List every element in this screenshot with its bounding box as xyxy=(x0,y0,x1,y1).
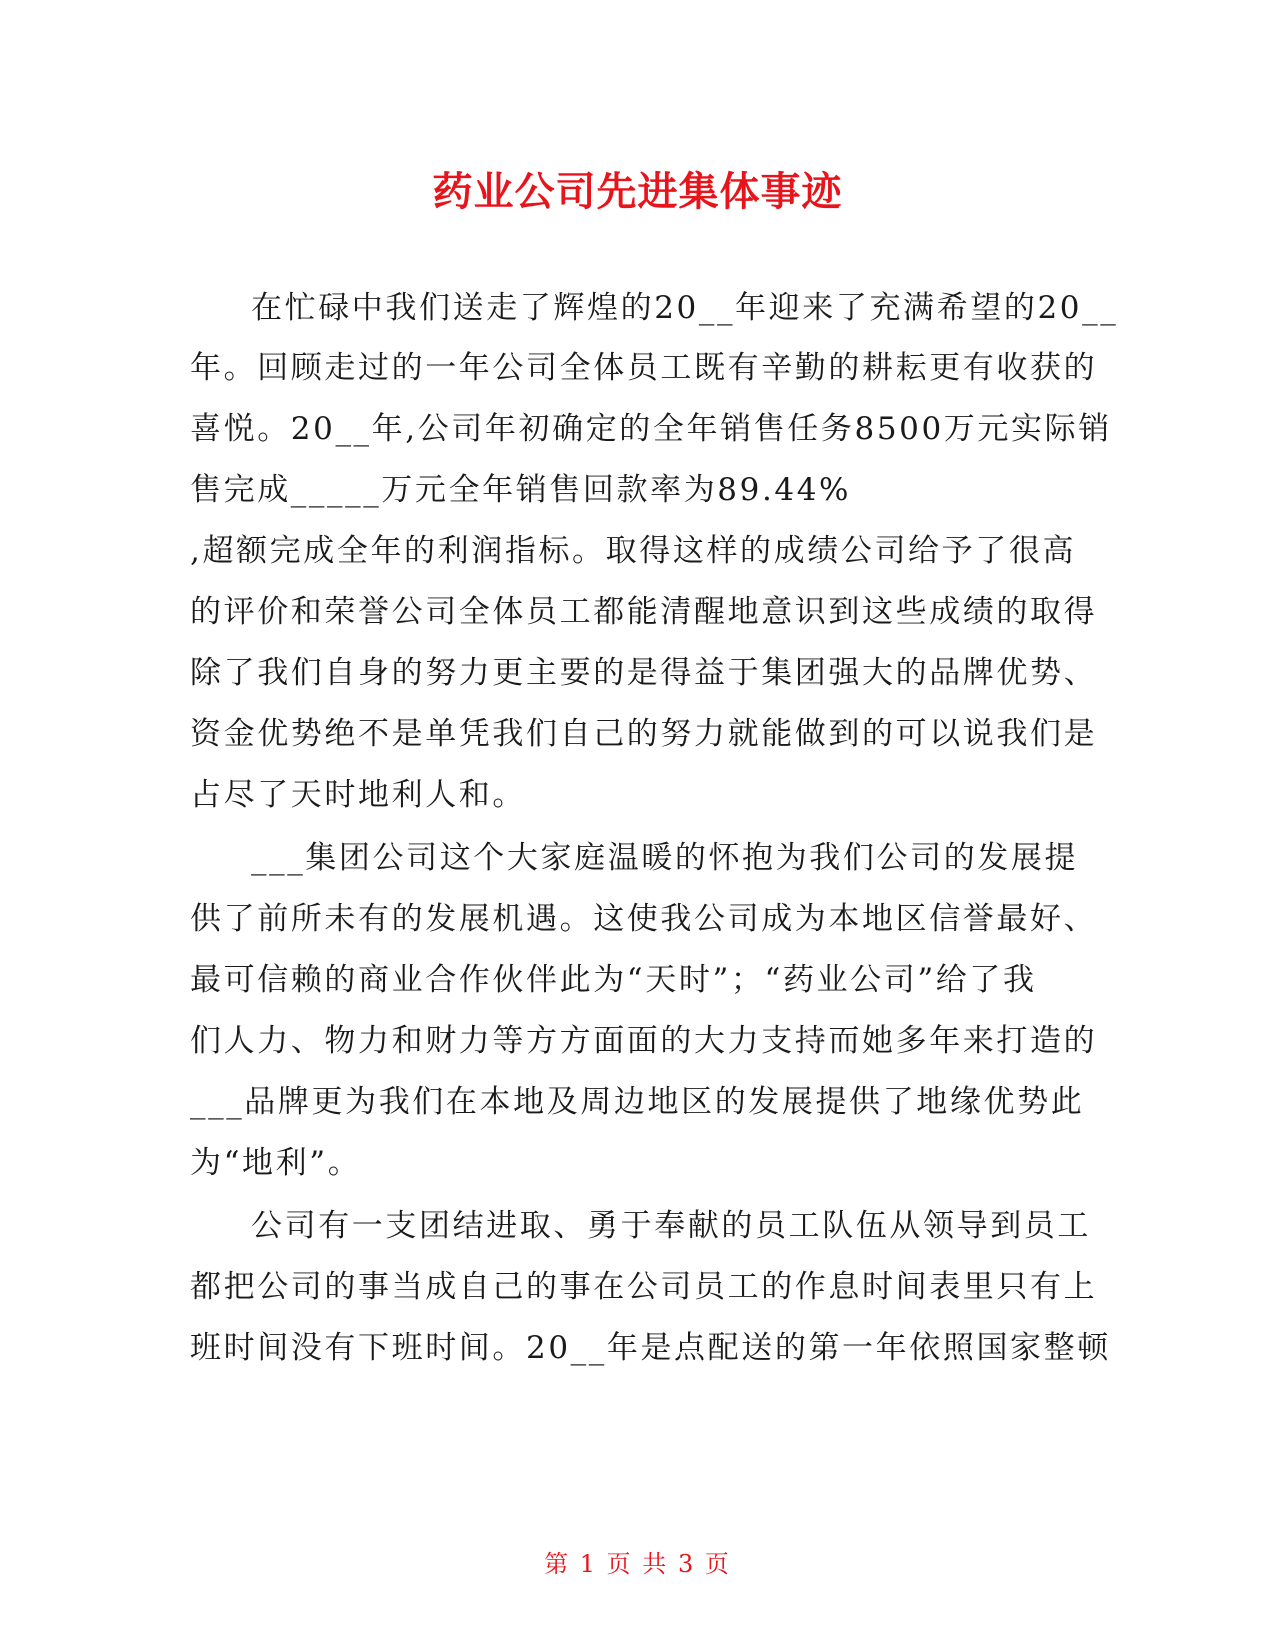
paragraph-line: 售完成_____万元全年销售回款率为89.44% xyxy=(190,472,852,508)
paragraph-line: ___集团公司这个大家庭温暖的怀抱为我们公司的发展提 xyxy=(251,840,1079,876)
paragraph-line: 年。回顾走过的一年公司全体员工既有辛勤的耕耘更有收获的 xyxy=(190,350,1098,386)
paragraph-line: ,超额完成全年的利润指标。取得这样的成绩公司给予了很高 xyxy=(190,533,1077,569)
paragraph-line: 们人力、物力和财力等方方面面的大力支持而她多年来打造的 xyxy=(190,1023,1098,1059)
paragraph-line: 在忙碌中我们送走了辉煌的20__年迎来了充满希望的20__ xyxy=(251,290,1119,326)
paragraph-line: 公司有一支团结进取、勇于奉献的员工队伍从领导到员工 xyxy=(251,1208,1091,1244)
paragraph-line: 除了我们自身的努力更主要的是得益于集团强大的品牌优势、 xyxy=(190,655,1098,691)
document-title: 药业公司先进集体事迹 xyxy=(432,169,843,215)
paragraph-line: ___品牌更为我们在本地及周边地区的发展提供了地缘优势此 xyxy=(190,1084,1085,1120)
paragraph-line: 占尽了天时地利人和。 xyxy=(190,777,526,813)
paragraph-line: 供了前所未有的发展机遇。这使我公司成为本地区信誉最好、 xyxy=(190,901,1098,937)
paragraph-line: 都把公司的事当成自己的事在公司员工的作息时间表里只有上 xyxy=(190,1269,1098,1305)
paragraph-line: 最可信赖的商业合作伙伴此为“天时”；“药业公司”给了我 xyxy=(190,962,1037,998)
paragraph-line: 班时间没有下班时间。20__年是点配送的第一年依照国家整顿 xyxy=(190,1330,1111,1366)
paragraph-line: 喜悦。20__年,公司年初确定的全年销售任务8500万元实际销 xyxy=(190,411,1112,447)
paragraph-line: 为“地利”。 xyxy=(190,1145,362,1181)
paragraph-line: 资金优势绝不是单凭我们自己的努力就能做到的可以说我们是 xyxy=(190,716,1098,752)
page-number-footer: 第 1 页 共 3 页 xyxy=(544,1550,731,1578)
paragraph-line: 的评价和荣誉公司全体员工都能清醒地意识到这些成绩的取得 xyxy=(190,594,1098,630)
